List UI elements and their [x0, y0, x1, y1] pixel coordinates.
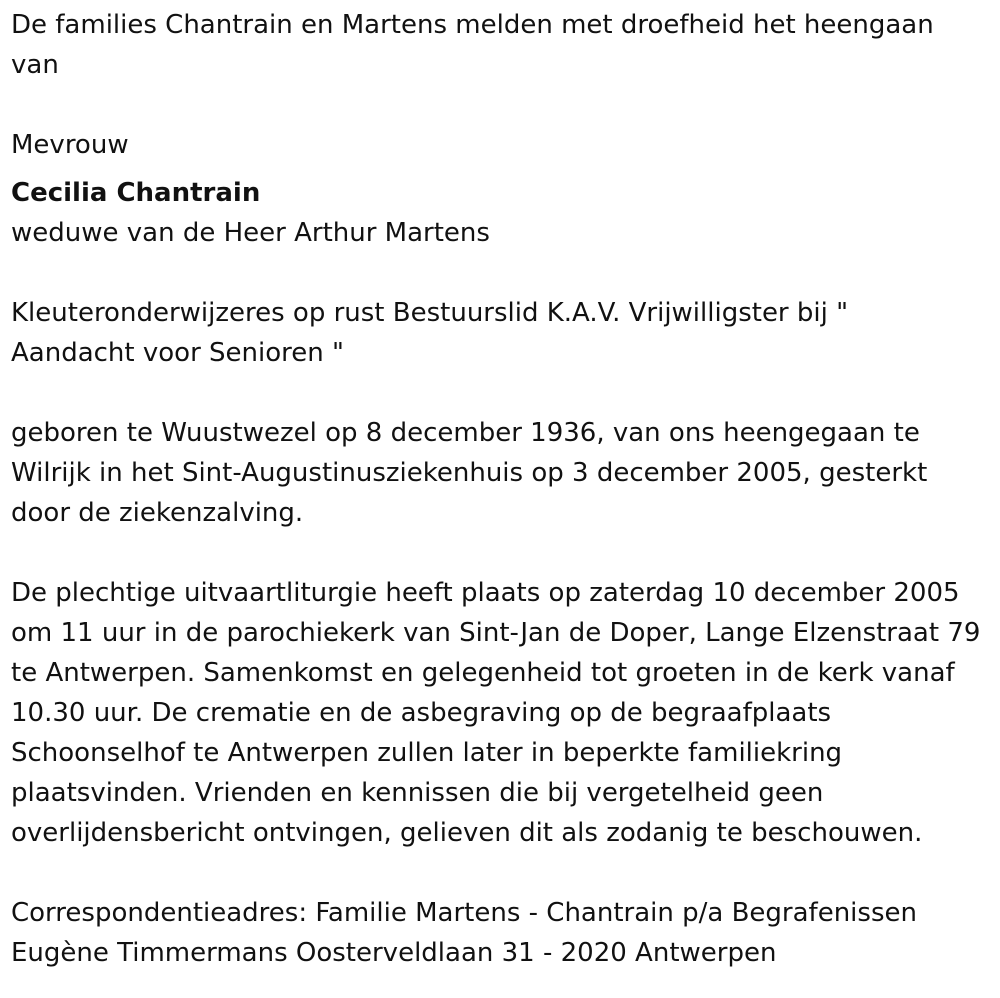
deceased-name: Cecilia Chantrain: [11, 178, 261, 208]
funeral-line: te Antwerpen. Samenkomst en gelegenheid tot groeten in de kerk vanaf: [11, 658, 955, 688]
spacer: [11, 253, 1000, 293]
widow-of: weduwe van de Heer Arthur Martens: [11, 218, 490, 248]
address-line: Correspondentieadres: Familie Martens - Chantrain p/a Begrafenissen: [11, 898, 917, 928]
spacer: [11, 373, 1000, 413]
intro-line: De families Chantrain en Martens melden met droefheid het heengaan: [11, 10, 934, 40]
spacer: [11, 853, 1000, 893]
spacer: [11, 533, 1000, 573]
birth-death-line: geboren te Wuustwezel op 8 december 1936, van ons heengegaan te: [11, 418, 920, 448]
occupation-line: Aandacht voor Senioren ": [11, 338, 344, 368]
occupation-line: Kleuteronderwijzeres op rust Bestuurslid K.A.V. Vrijwilligster bij ": [11, 298, 849, 328]
birth-death-line: Wilrijk in het Sint-Augustinusziekenhuis op 3 december 2005, gesterkt: [11, 458, 928, 488]
salutation: Mevrouw: [11, 130, 129, 160]
birth-death-line: door de ziekenzalving.: [11, 498, 304, 528]
funeral-line: om 11 uur in de parochiekerk van Sint-Jan de Doper, Lange Elzenstraat 79: [11, 618, 981, 648]
funeral-line: Schoonselhof te Antwerpen zullen later in beperkte familiekring: [11, 738, 843, 768]
funeral-line: De plechtige uitvaartliturgie heeft plaats op zaterdag 10 december 2005: [11, 578, 960, 608]
spacer: [11, 85, 1000, 125]
funeral-line: 10.30 uur. De crematie en de asbegraving op de begraafplaats: [11, 698, 832, 728]
funeral-line: plaatsvinden. Vrienden en kennissen die bij vergetelheid geen: [11, 778, 824, 808]
funeral-line: overlijdensbericht ontvingen, gelieven dit als zodanig te beschouwen.: [11, 818, 923, 848]
intro-line: van: [11, 50, 59, 80]
address-line: Eugène Timmermans Oosterveldlaan 31 - 2020 Antwerpen: [11, 938, 777, 968]
